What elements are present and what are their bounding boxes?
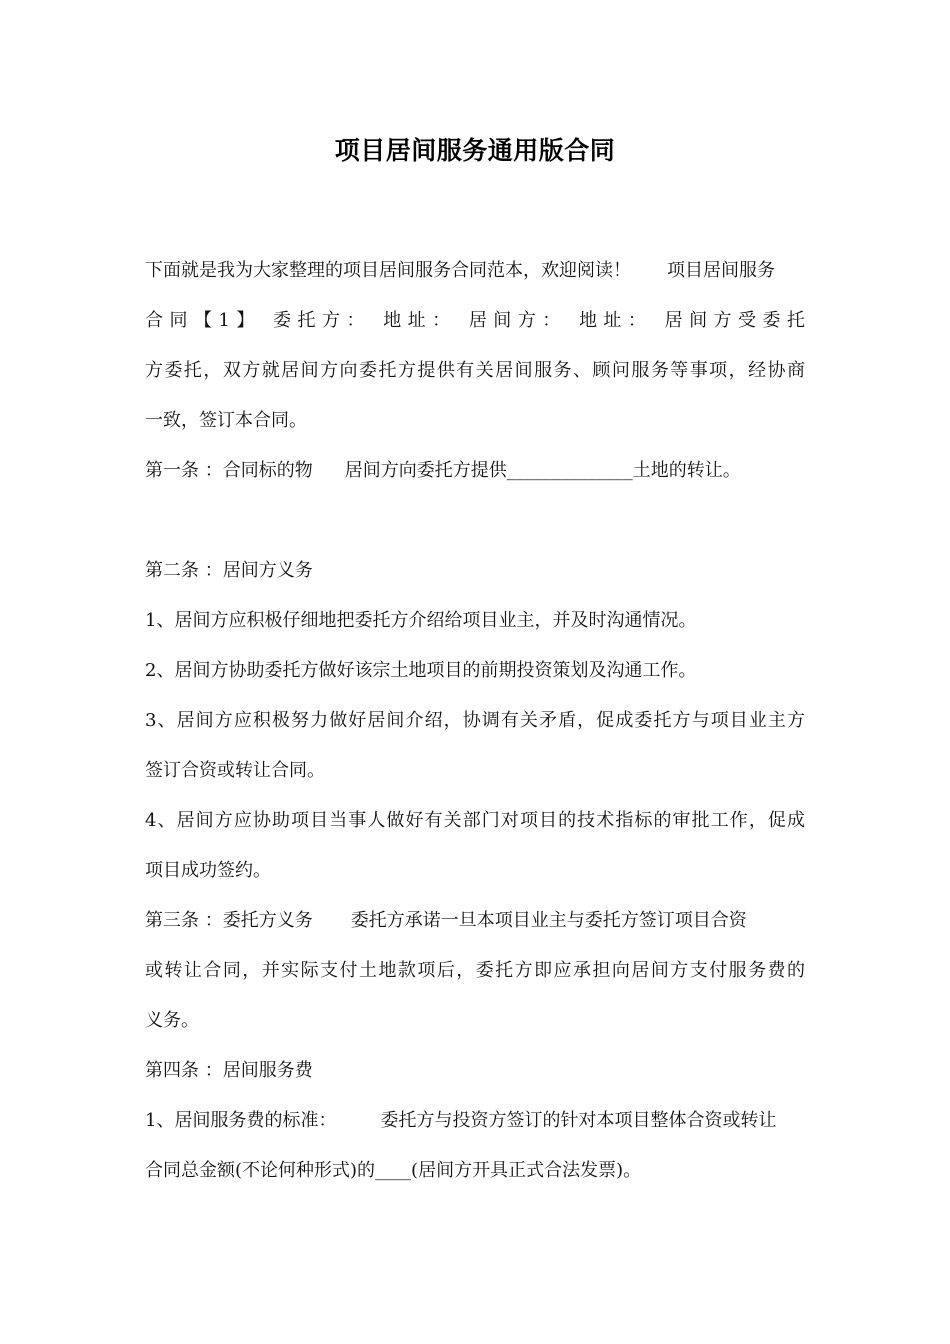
article-2-item-4-line-2: 项目成功签约。 xyxy=(145,860,271,881)
article-1-heading: 第一条 ：合同标的物 xyxy=(145,460,313,481)
intro-line-4: 一致，签订本合同。 xyxy=(145,410,307,431)
article-4-heading: 第四条 ：居间服务费 xyxy=(145,1060,313,1081)
article-2-item-1: 1、居间方应积极仔细地把委托方介绍给项目业主，并及时沟通情况。 xyxy=(145,610,697,631)
article-2-item-3-line-2: 签订合资或转让合同。 xyxy=(145,760,325,781)
client-label: 委托方： xyxy=(273,310,371,331)
intro-text-tail: 项目居间服务 xyxy=(667,260,775,281)
intro-line-1 xyxy=(145,258,805,284)
article-4-item-1-text: 委托方与投资方签订的针对本项目整体合资或转让 xyxy=(380,1110,777,1131)
article-2-item-3-line-1: 3、居间方应积极努力做好居间介绍，协调有关矛盾，促成委托方与项目业主方 xyxy=(145,710,805,731)
article-2-heading: 第二条 ：居间方义务 xyxy=(145,560,313,581)
intro-line-2-tail: 居间方受委托 xyxy=(664,310,805,331)
broker-label: 居间方： xyxy=(468,310,567,331)
article-1-text: 居间方向委托方提供______________土地的转让。 xyxy=(344,460,741,481)
article-4-item-1-line-1 xyxy=(145,1108,805,1134)
article-3-line-1 xyxy=(145,908,805,934)
article-2-item-2: 2、居间方协助委托方做好该宗土地项目的前期投资策划及沟通工作。 xyxy=(145,660,697,681)
intro-line-3: 方委托，双方就居间方向委托方提供有关居间服务、顾问服务等事项，经协商 xyxy=(145,360,805,381)
client-address-label: 地址： xyxy=(383,310,457,331)
contract-number: 合同【1】 xyxy=(145,310,261,331)
article-3-line-2: 或转让合同，并实际支付土地款项后，委托方即应承担向居间方支付服务费的 xyxy=(145,960,805,981)
broker-address-label: 地址： xyxy=(578,310,653,331)
article-3-line-3: 义务。 xyxy=(145,1010,199,1031)
article-3-heading: 第三条 ：委托方义务 xyxy=(145,910,313,931)
article-4-item-1-line-2: 合同总金额(不论何种形式)的____(居间方开具正式合法发票)。 xyxy=(145,1160,642,1181)
article-3-text: 委托方承诺一旦本项目业主与委托方签订项目合资 xyxy=(350,910,747,931)
article-1 xyxy=(145,458,805,484)
intro-text: 下面就是我为大家整理的项目居间服务合同范本，欢迎阅读！ xyxy=(145,260,631,281)
article-4-item-1-label: 1、居间服务费的标准： xyxy=(145,1110,337,1131)
intro-line-2 xyxy=(145,308,805,334)
article-2-item-4-line-1: 4、居间方应协助项目当事人做好有关部门对项目的技术指标的审批工作，促成 xyxy=(145,810,805,831)
page-title: 项目居间服务通用版合同 xyxy=(334,136,616,165)
